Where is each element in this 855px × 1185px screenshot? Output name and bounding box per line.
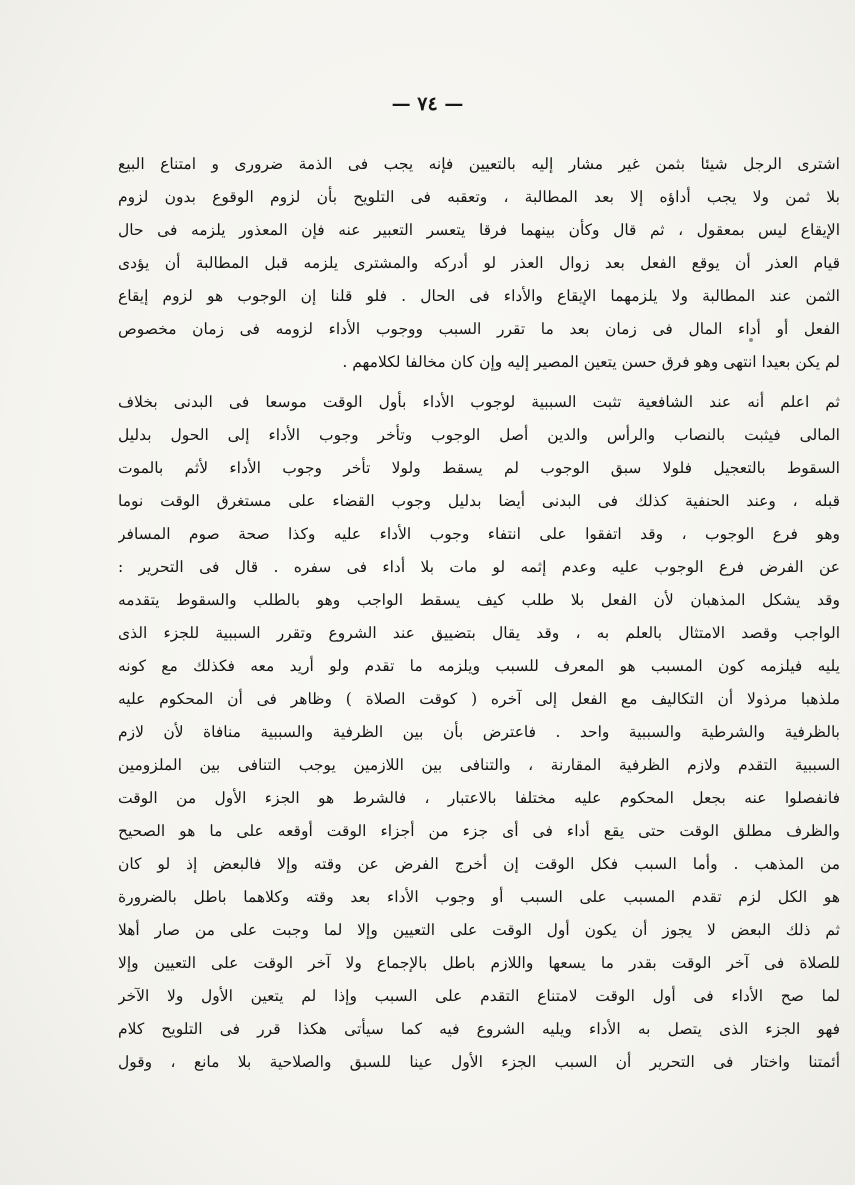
text-line: السقوط بالتعجيل فلولا سبق الوجوب لم يسقط ولولا تأخر وجوب الأداء لأثم بالموت <box>118 459 840 477</box>
text-line: اشترى الرجل شيئا بثمن غير مشار إليه بالتعيين فإنه يجب فى الذمة ضرورى و امتناع البيع <box>118 155 840 173</box>
text-line: ملذهبا مرذولا أن التكاليف مع الفعل إلى آخره ( كوقت الصلاة ) وظاهر فى أن المحكوم عليه <box>118 690 840 708</box>
text-line: وهو فرع الوجوب ، وقد اتفقوا على انتفاء وجوب الأداء عليه وكذا صحة صوم المسافر <box>118 525 840 543</box>
text-line: يليه فيلزمه كون المسبب هو المعرف للسبب ويلزمه ما تقدم ولو أريد معه فكذلك مع كونه <box>118 657 840 675</box>
page-number: — ٧٤ — <box>391 93 464 115</box>
text-line: عن الفرض فرع الوجوب عليه وعدم إثمه لو مات بلا أداء فى سفره . قال فى التحرير : <box>118 558 840 576</box>
text-line: ثم اعلم أنه عند الشافعية تثبت السببية لوجوب الأداء بأول الوقت موسعا فى البدنى بخلاف <box>118 393 840 411</box>
text-line: الإيقاع ليس بمعقول ، ثم قال وكأن بينهما فرقا يتعسر التعبير عنه فإن المعذور يلزمه فى حال <box>118 221 840 239</box>
text-line: ثم ذلك البعض لا يجوز أن يكون أول الوقت على التعيين وإلا لما وجبت على من صار أهلا <box>118 921 840 939</box>
paragraph-2 <box>118 386 840 1079</box>
scan-speck <box>749 338 753 342</box>
text-line: والظرف مطلق الوقت حتى يقع أداء فى أى جزء من أجزاء الوقت أوقعه على ما هو الصحيح <box>118 822 840 840</box>
text-line: بلا ثمن ولا يجب أداؤه إلا بعد المطالبة ، وتعقبه فى التلويح بأن لزوم الوقوع بدون لزوم <box>118 188 840 206</box>
text-line: بالظرفية والشرطية والسببية واحد . فاعترض بأن بين الظرفية والسببية منافاة لأن لازم <box>118 723 840 741</box>
text-line: الفعل أو أداء المال فى زمان بعد ما تقرر السبب ووجوب الأداء لزومه فى زمان مخصوص <box>118 320 840 338</box>
text-line: الواجب وقصد الامتثال بالعلم به ، وقد يقال بتضييق عند الشروع وتقرر السببية للجزء الذى <box>118 624 840 642</box>
text-line: لم يكن بعيدا انتهى وهو فرق حسن يتعين المصير إليه وإن كان مخالفا لكلامهم . <box>342 353 840 371</box>
text-line: هو الكل لزم تقدم المسبب على السبب أو وجوب الأداء بعد وقته وكلاهما باطل بالضرورة <box>118 888 840 906</box>
text-line: من المذهب . وأما السبب فكل الوقت إن أخرج الفرض عن وقته وإلا فالبعض إذ لو كان <box>118 855 840 873</box>
text-line: فانفصلوا عنه بجعل المحكوم عليه مختلفا بالاعتبار ، فالشرط هو الجزء الأول من الوقت <box>118 789 840 807</box>
text-line: قبله ، وعند الحنفية كذلك فى البدنى أيضا بدليل وجوب القضاء على مستغرق الوقت نوما <box>118 492 840 510</box>
paragraph-1 <box>118 148 840 379</box>
text-line: لما صح الأداء فى أول الوقت لامتناع التقدم على السبب وإذا لم يتعين الأول ولا الآخر <box>118 987 840 1005</box>
text-line: وقد يشكل المذهبان لأن الفعل بلا طلب كيف يسقط الواجب وهو بالطلب والسقوط يتقدمه <box>118 591 840 609</box>
text-line: المالى فيثبت بالنصاب والرأس والدين أصل الوجوب وتأخر وجوب الأداء إلى الحول بدليل <box>118 426 840 444</box>
text-line: أئمتنا واختار فى التحرير أن السبب الجزء الأول عينا للسبق والصلاحية بلا مانع ، وقول <box>118 1053 840 1071</box>
text-line: السببية التقدم ولازم الظرفية المقارنة ، والتنافى بين اللازمين يوجب التنافى بين الملزومين <box>118 756 840 774</box>
text-line: للصلاة فى آخر الوقت بقدر ما يسعها واللازم باطل بالإجماع ولا آخر الوقت على التعيين وإلا <box>118 954 840 972</box>
text-line: قيام العذر أن يوقع الفعل بعد زوال العذر لو أدركه والمشترى يلزمه قبل المطالبة أن يؤدى <box>118 254 840 272</box>
text-line: فهو الجزء الذى يتصل به الأداء ويليه الشروع فيه كما سيأتى هكذا قرر فى التلويح كلام <box>118 1020 840 1038</box>
text-line: الثمن عند المطالبة ولا يلزمهما الإيقاع والأداء فى الحال . فلو قلنا إن الوجوب هو لزوم إيقاع <box>118 287 840 305</box>
